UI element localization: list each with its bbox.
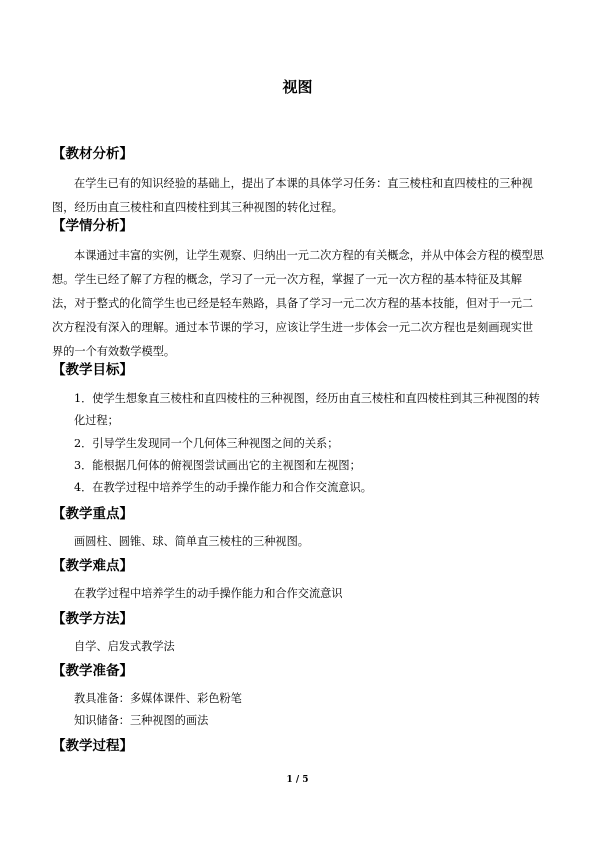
teaching-goal-3: 3．能根据几何体的俯视图尝试画出它的主视图和左视图； [74, 459, 361, 472]
preparation-line-2: 知识储备：三种视图的画法 [74, 714, 209, 727]
page-number: 1 / 5 [286, 775, 309, 785]
heading-key-points: 【教学重点】 [52, 506, 133, 522]
heading-teaching-process: 【教学过程】 [52, 738, 133, 754]
preparation-line-1: 教具准备：多媒体课件、彩色粉笔 [74, 692, 242, 705]
heading-teaching-methods: 【教学方法】 [52, 611, 133, 627]
teaching-goal-2: 2．引导学生发现同一个几何体三种视图之间的关系； [74, 437, 339, 450]
student-analysis-text: 本课通过丰富的实例，让学生观察、归纳出一元二次方程的有关概念，并从中体会方程的模型思想。学生已经了解了方程的概念，学习了一元一次方程，掌握了一元一次方程的基本特征及其解法，对于整式的化简学生也已经是轻车熟路，具备了学习一元二次方程的基本技能，但对于一元二次方程没有深入的理解。通过本节课的学习，应该让学生进一步体会一元二次方程也是刻画现实世界的一个有效数学模型。 [52, 249, 544, 358]
heading-student-analysis: 【学情分析】 [52, 218, 133, 234]
textbook-analysis-text: 在学生已有的知识经验的基础上，提出了本课的具体学习任务：直三棱柱和直四棱柱的三种视图，经历由直三棱柱和直四棱柱到其三种视图的转化过程。 [52, 177, 533, 214]
key-points-text: 画圆柱、圆锥、球、简单直三棱柱的三种视图。 [74, 535, 309, 548]
heading-teaching-goals: 【教学目标】 [52, 362, 133, 378]
heading-difficulties: 【教学难点】 [52, 558, 133, 574]
teaching-goal-1: 1．使学生想象直三棱柱和直四棱柱的三种视图，经历由直三棱柱和直四棱柱到其三种视图的转化过程； [74, 392, 540, 427]
page-title: 视图 [282, 78, 313, 96]
difficulties-text: 在教学过程中培养学生的动手操作能力和合作交流意识 [74, 587, 343, 600]
heading-preparation: 【教学准备】 [52, 663, 133, 679]
teaching-methods-text: 自学、启发式教学法 [74, 640, 175, 653]
heading-textbook-analysis: 【教材分析】 [52, 146, 133, 162]
teaching-goal-4: 4．在教学过程中培养学生的动手操作能力和合作交流意识。 [74, 481, 372, 494]
